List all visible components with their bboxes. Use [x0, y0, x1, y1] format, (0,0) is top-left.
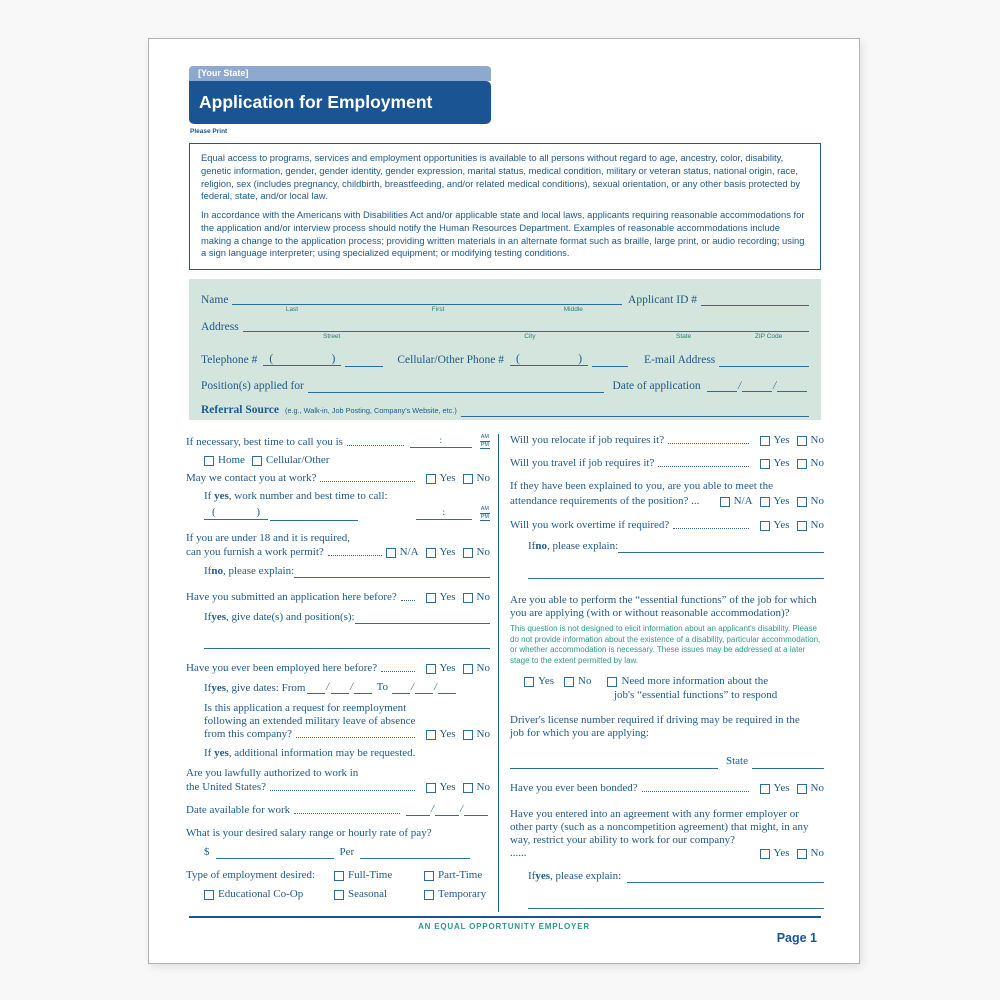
city-sublabel: City — [524, 333, 536, 340]
position-label: Position(s) applied for — [201, 380, 304, 392]
address-label: Address — [201, 321, 239, 333]
date-available-field[interactable]: / / — [406, 803, 488, 816]
contact-work-no-checkbox[interactable] — [463, 474, 473, 484]
work-permit-question-line2: can you furnish a work permit? N/A Yes No — [186, 546, 490, 558]
dotted-leader — [294, 813, 400, 814]
part-time-checkbox[interactable] — [424, 871, 434, 881]
additional-info-note: If yes, additional information may be requested. — [204, 747, 416, 759]
footer-rule — [189, 916, 821, 918]
address-city-field[interactable] — [421, 319, 639, 343]
noncompete-explain-extra-line — [528, 896, 824, 909]
first-sublabel: First — [431, 306, 445, 313]
bonded-yes-checkbox[interactable] — [760, 784, 770, 794]
overtime-explain-extra-line — [528, 566, 824, 579]
submitted-no-checkbox[interactable] — [463, 593, 473, 603]
equal-opportunity-footer: AN EQUAL OPPORTUNITY EMPLOYER — [418, 922, 590, 931]
applicant-id-field[interactable] — [701, 293, 809, 306]
work-permit-yes-checkbox[interactable] — [426, 548, 436, 558]
essential-functions-question: Are you able to perform the “essential functions” of the job for which you are applying (with or without reasonable accommodation)? — [510, 594, 817, 619]
license-state-field[interactable] — [752, 756, 824, 769]
relocate-no-checkbox[interactable] — [797, 436, 807, 446]
to-date-field[interactable]: / / — [392, 681, 456, 694]
dates-positions-row: If yes , give date(s) and position(s): — [204, 611, 490, 624]
permit-explain-field[interactable] — [294, 565, 490, 578]
essential-yes-checkbox[interactable] — [524, 677, 534, 687]
ada-accommodations-paragraph: In accordance with the Americans with Disabilities Act and/or applicable state and local laws, applicants requiring reasonable accommodations for the application and/or interview process should notify the Human Resources Department. Examples of reasonable accommodations include making a change to the application process; providing written materials in an alternate format such as braille, large print, or audio recording; using a sign language interpreter; using specialized equipment; or modifying testing conditions. — [201, 209, 805, 259]
noncompete-answer-row: way, restrict your ability to work for our company? ...... Yes No — [510, 834, 824, 859]
equal-access-paragraph: Equal access to programs, services and employment opportunities is available to all persons without regard to age, ancestry, color, disability, genetic information, gender, gender identity, gender expression, marital status, medical condition, military or veteran status, national origin, race, religion, sex (includes pregnancy, childbirth, breastfeeding, and/or related medical conditions), sexual orientation, or any other basis protected by federal, state, and/or local law. — [201, 152, 801, 202]
dotted-leader — [658, 466, 748, 467]
dates-positions-field[interactable] — [355, 611, 490, 624]
noncompete-yes-checkbox[interactable] — [760, 849, 770, 859]
dotted-leader — [673, 528, 748, 529]
overtime-no-checkbox[interactable] — [797, 521, 807, 531]
attendance-no-checkbox[interactable] — [797, 497, 807, 507]
date-of-application-label: Date of application — [612, 380, 701, 392]
reemployment-yes-checkbox[interactable] — [426, 730, 436, 740]
cellular-field[interactable]: ( ) — [510, 353, 588, 366]
travel-yes-checkbox[interactable] — [760, 459, 770, 469]
noncompete-explain-field2[interactable] — [528, 896, 824, 909]
best-time-field[interactable]: : — [410, 434, 472, 448]
name-last-field[interactable] — [232, 292, 351, 316]
work-number-prompt: If yes, work number and best time to call: — [204, 490, 388, 502]
relocate-yes-checkbox[interactable] — [760, 436, 770, 446]
essential-no-checkbox[interactable] — [564, 677, 574, 687]
questions-section — [186, 434, 824, 912]
overtime-yes-checkbox[interactable] — [760, 521, 770, 531]
cellular-label: Cellular/Other Phone # — [397, 354, 505, 366]
work-number-field-row — [204, 506, 490, 521]
employed-no-checkbox[interactable] — [463, 664, 473, 674]
cellular-number-field[interactable] — [592, 354, 628, 367]
email-label: E-mail Address — [644, 354, 716, 366]
salary-amount-field[interactable] — [216, 846, 334, 859]
lawfully-authorized-line1: Are you lawfully authorized to work in — [186, 767, 359, 779]
am-pm-label: AM PM — [480, 506, 489, 520]
referral-source-label: Referral Source — [201, 404, 280, 416]
application-form-sheet — [148, 38, 860, 964]
dotted-leader — [296, 737, 415, 738]
best-time-question: If necessary, best time to call you is : AM PM — [186, 434, 489, 448]
salary-question: What is your desired salary range or hourly rate of pay? — [186, 827, 432, 839]
salary-per-field[interactable] — [360, 846, 470, 859]
authorized-yes-checkbox[interactable] — [426, 783, 436, 793]
dotted-leader — [270, 790, 414, 791]
date-available-row: Date available for work / / — [186, 803, 490, 817]
from-date-field[interactable]: / / — [307, 681, 371, 694]
need-more-info-checkbox[interactable] — [607, 677, 617, 687]
email-field[interactable] — [719, 354, 809, 367]
dotted-leader — [642, 791, 749, 792]
noncompete-question: Have you entered into an agreement with any former employer or other party (such as a noncompetition agreement) that might, in any way, restrict your ability to work for our company? ...... Yes No — [510, 808, 824, 859]
submitted-before-question: Have you submitted an application here before? Yes No — [186, 591, 490, 603]
reemployment-no-checkbox[interactable] — [463, 730, 473, 740]
employed-yes-checkbox[interactable] — [426, 664, 436, 674]
relocate-question: Will you relocate if job requires it? Yes No — [510, 434, 824, 446]
overtime-no-explain-row: If no , please explain: — [528, 540, 824, 553]
work-permit-no-checkbox[interactable] — [463, 548, 473, 558]
travel-no-checkbox[interactable] — [797, 459, 807, 469]
attendance-question-line2: attendance requirements of the position? ... N/A Yes No — [510, 495, 824, 507]
contact-work-yes-checkbox[interactable] — [426, 474, 436, 484]
dotted-leader — [668, 443, 748, 444]
dotted-leader — [320, 481, 414, 482]
attendance-yes-checkbox[interactable] — [760, 497, 770, 507]
employment-type-row2: Educational Co-Op Seasonal Temporary — [186, 888, 490, 901]
overtime-explain-field2[interactable] — [528, 566, 824, 579]
name-first-field[interactable] — [352, 292, 525, 316]
last-sublabel: Last — [285, 306, 299, 313]
name-middle-field[interactable] — [525, 292, 622, 316]
work-best-time-field[interactable]: : — [416, 506, 472, 520]
seasonal-checkbox[interactable] — [334, 890, 344, 900]
address-street-field[interactable] — [243, 319, 421, 343]
dotted-leader — [328, 555, 382, 556]
noncompete-explain-row: If yes , please explain: — [528, 870, 824, 883]
work-permit-na-checkbox[interactable] — [386, 548, 396, 558]
work-number-line[interactable] — [270, 508, 358, 521]
left-question-column — [186, 434, 498, 912]
permit-no-explain-row: If no , please explain: — [204, 565, 490, 578]
dotted-leader — [401, 600, 415, 601]
reemployment-answer-row: from this company? Yes No — [204, 728, 490, 740]
page-title: Application for Employment — [189, 81, 491, 124]
essential-functions-answers: Yes No Need more information about the — [524, 675, 824, 688]
bonded-question: Have you ever been bonded? Yes No — [510, 782, 824, 794]
employed-before-question: Have you ever been employed here before? Yes No — [186, 662, 490, 674]
edu-coop-checkbox[interactable] — [204, 890, 214, 900]
essential-functions-note: This question is not designed to elicit information about an applicant's disability. Please do not provide information about the existence of a disability, particular accommodation, or whether accommodation is necessary. These issues may be addressed at a later stage to the extent permitted by law. — [510, 624, 821, 665]
address-zip-field[interactable] — [728, 319, 809, 343]
travel-question: Will you travel if job requires it? Yes No — [510, 457, 824, 469]
employment-dates-row: If yes , give dates: From / / To / / — [204, 681, 490, 695]
right-question-column — [498, 434, 824, 912]
need-more-info-line2: job's “essential functions” to respond — [614, 689, 778, 701]
address-state-field[interactable] — [639, 319, 728, 343]
noncompete-explain-field[interactable] — [627, 870, 824, 883]
identity-panel — [189, 279, 821, 420]
attendance-question-line1: If they have been explained to you, are you able to meet the — [510, 480, 773, 492]
temporary-checkbox[interactable] — [424, 890, 434, 900]
dotted-leader — [381, 671, 414, 672]
state-tab: [Your State] — [189, 66, 491, 81]
submitted-yes-checkbox[interactable] — [426, 593, 436, 603]
am-pm-label: AM PM — [480, 434, 489, 448]
referral-source-field[interactable] — [461, 404, 809, 417]
name-label: Name — [201, 294, 229, 306]
drivers-license-fields: State — [510, 755, 824, 769]
attendance-na-checkbox[interactable] — [720, 497, 730, 507]
page-number: Page 1 — [776, 931, 817, 945]
dates-positions-extra-line — [204, 636, 490, 649]
authorized-no-checkbox[interactable] — [463, 783, 473, 793]
referral-source-hint: (e.g., Walk-in, Job Posting, Company's Website, etc.) — [285, 406, 457, 415]
employment-type-row1: Type of employment desired: Full-Time Part-Time — [186, 869, 483, 881]
telephone-field[interactable]: ( ) — [263, 353, 341, 366]
equal-access-notice-box — [189, 143, 821, 270]
applicant-id-label: Applicant ID # — [628, 294, 697, 306]
date-of-application-field[interactable]: / / — [707, 380, 807, 392]
street-sublabel: Street — [323, 333, 341, 340]
zip-sublabel: ZIP Code — [754, 333, 783, 340]
overtime-explain-field[interactable] — [618, 540, 824, 553]
drivers-license-question: Driver's license number required if driving may be required in the job for which you are applying: — [510, 714, 800, 739]
please-print-label: Please Print — [190, 128, 228, 135]
middle-sublabel: Middle — [563, 306, 583, 313]
overtime-question: Will you work overtime if required? Yes No — [510, 519, 824, 531]
home-checkbox[interactable] — [204, 456, 214, 466]
state-sublabel: State — [676, 333, 692, 340]
position-field[interactable] — [308, 380, 605, 393]
bonded-no-checkbox[interactable] — [797, 784, 807, 794]
contact-at-work-question: May we contact you at work? Yes No — [186, 472, 490, 484]
lawfully-authorized-line2: the United States? Yes No — [186, 781, 490, 793]
dotted-leader — [347, 445, 404, 446]
salary-fields-row: $ Per — [204, 846, 490, 859]
work-number-field[interactable]: ( ) — [204, 506, 268, 520]
telephone-label: Telephone # — [201, 354, 258, 366]
noncompete-no-checkbox[interactable] — [797, 849, 807, 859]
work-permit-question-line1: If you are under 18 and it is required, — [186, 532, 351, 544]
license-number-field[interactable] — [510, 756, 718, 769]
cellular-other-checkbox[interactable] — [252, 456, 262, 466]
phone-type-options: Home Cellular/Other — [204, 454, 490, 467]
telephone-number-field[interactable] — [345, 354, 383, 367]
reemployment-question: Is this application a request for reemployment following an extended military leave of absence from this company? Yes No — [204, 702, 490, 740]
dates-positions-field2[interactable] — [204, 636, 490, 649]
full-time-checkbox[interactable] — [334, 871, 344, 881]
